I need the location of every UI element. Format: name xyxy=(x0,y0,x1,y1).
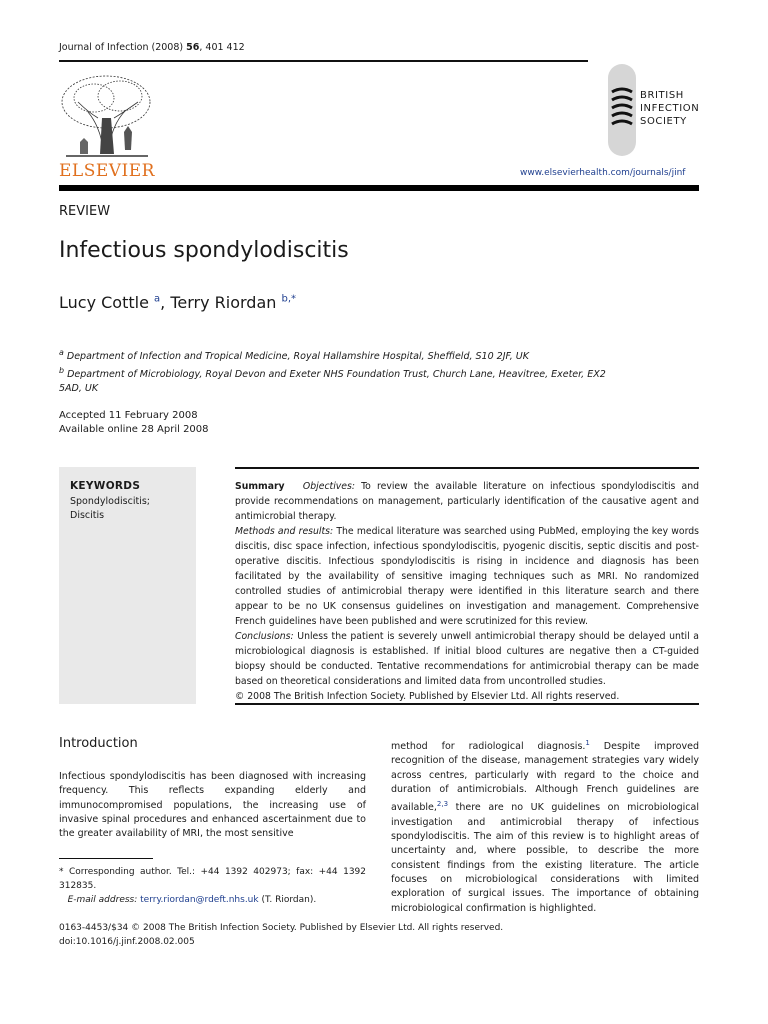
author-1: Lucy Cottle xyxy=(59,293,149,312)
section-heading-introduction: Introduction xyxy=(59,736,138,751)
keyword-item: Discitis xyxy=(70,510,105,521)
col2-text: there are no UK guidelines on microbiological investigation and antimicrobial therapy of infectious spondylodiscitis. The aim of this review is to highlight areas of uncertainty and, where possible, to describe the more consistent findings from the existing literature. The article focuses on microbiological considerations with limited exploration of surgical issues. The importance of obtaining microbiological confirmation is highlighted. xyxy=(391,802,699,914)
article-title: Infectious spondylodiscitis xyxy=(59,238,349,263)
abstract-bottom-rule xyxy=(235,703,699,705)
keywords-list xyxy=(70,495,150,523)
keyword-item: Spondylodiscitis; xyxy=(70,496,150,507)
abstract-top-rule xyxy=(235,467,699,469)
british-infection-society-logo-graphic xyxy=(602,64,642,156)
header-rule xyxy=(59,60,588,62)
methods-text: The medical literature was searched using PubMed, employing the key words discitis, disc space infection, infectious spondylodiscitis, pyogenic discitis, septic discitis and post-operative discitis. Infectious spondylodiscitis is rising in incidence and diagnosis has been facilitated by the availability of sensitive imaging techniques such as MRI. No randomized controlled studies of antimicrobial therapy were identified in this literature search and there appear to be no UK consensus guidelines on investigation and management. Comprehensive French guidelines have been published and were scrutinized for this review. xyxy=(235,526,699,627)
abstract xyxy=(235,479,699,704)
footnote xyxy=(59,865,366,907)
accepted-date: Accepted 11 February 2008 xyxy=(59,410,198,421)
footnote-rule xyxy=(59,858,153,859)
journal-url-link[interactable]: www.elsevierhealth.com/journals/jinf xyxy=(520,168,686,178)
col2-text: method for radiological diagnosis. xyxy=(391,741,586,753)
affiliation-a-text: Department of Infection and Tropical Medicine, Royal Hallamshire Hospital, Sheffield, S10 2JF, UK xyxy=(66,351,529,363)
citation-1-link[interactable]: 1 xyxy=(585,739,590,747)
keywords-title: KEYWORDS xyxy=(70,480,141,492)
body-column-2 xyxy=(391,736,699,916)
abstract-copyright: © 2008 The British Infection Society. Published by Elsevier Ltd. All rights reserved. xyxy=(235,691,620,702)
society-name-line3: SOCIETY xyxy=(640,116,687,127)
society-name-line1: BRITISH xyxy=(640,90,684,101)
journal-volume: 56 xyxy=(186,42,200,53)
society-name xyxy=(640,89,699,128)
email-line xyxy=(59,893,366,907)
objectives-text: To review the available literature on infectious spondylodiscitis and provide recommendations on management, particularly identification of the causative agent and antimicrobial therapy. xyxy=(235,481,699,522)
society-name-line2: INFECTION xyxy=(640,103,700,114)
email-link[interactable]: terry.riordan@rdeft.nhs.uk xyxy=(140,895,259,905)
elsevier-wordmark: ELSEVIER xyxy=(59,161,155,181)
affiliation-b-text: Department of Microbiology, Royal Devon and Exeter NHS Foundation Trust, Church Lane, Heavitree, Exeter, EX2 5AD, UK xyxy=(59,369,606,395)
author-2: Terry Riordan xyxy=(170,293,277,312)
email-label: E-mail address: xyxy=(67,895,138,905)
journal-reference xyxy=(59,42,245,53)
conclusions-label: Conclusions: xyxy=(235,631,294,642)
conclusions-text: Unless the patient is severely unwell antimicrobial therapy should be delayed until a microbiological diagnosis is established. If initial blood cultures are negative then a CT-guided biopsy should be conducted. Tentative recommendations for antimicrobial therapy can be made based on theoretical considerations and limited data from uncontrolled studies. xyxy=(235,631,699,687)
online-date: Available online 28 April 2008 xyxy=(59,424,209,435)
citation-2-3-link[interactable]: 2,3 xyxy=(436,800,449,809)
corresponding-author-note: * Corresponding author. Tel.: +44 1392 402973; fax: +44 1392 312835. xyxy=(59,867,366,891)
affiliation-a xyxy=(59,346,619,364)
article-dates xyxy=(59,409,209,437)
journal-pages: , 401 412 xyxy=(199,42,245,53)
affiliation-b xyxy=(59,364,619,396)
body-column-1: Infectious spondylodiscitis has been diagnosed with increasing frequency. This reflects expanding elderly and immunocompromised populations, the increasing use of invasive spinal procedures and enhanced ascertainment due to the greater availability of MRI, the most sensitive xyxy=(59,771,366,840)
article-type-label: REVIEW xyxy=(59,204,111,219)
methods-label: Methods and results: xyxy=(235,526,334,537)
affiliation-a-mark: a xyxy=(59,348,64,357)
summary-label: Summary xyxy=(235,481,285,492)
affiliation-b-mark: b xyxy=(59,366,65,376)
elsevier-tree-logo xyxy=(58,72,154,160)
objectives-label: Objectives: xyxy=(302,481,355,492)
author-list xyxy=(59,293,296,312)
affiliations xyxy=(59,346,619,396)
journal-ref-prefix: Journal of Infection (2008) xyxy=(59,42,187,53)
doi-line[interactable]: doi:10.1016/j.jinf.2008.02.005 xyxy=(59,937,195,947)
col2-text: Despite improved recognition of the disease, management strategies vary widely across centres, particularly with regard to the choice and duration of antimicrobials. Although French guidelines are available, xyxy=(391,741,699,814)
author-separator: , xyxy=(160,293,171,312)
author-1-affiliation-mark[interactable]: a xyxy=(154,293,161,305)
issn-line: 0163-4453/$34 © 2008 The British Infection Society. Published by Elsevier Ltd. All rights reserved. xyxy=(59,923,504,933)
email-name: (T. Riordan). xyxy=(258,895,317,905)
header-thick-rule xyxy=(59,185,699,191)
author-2-affiliation-mark[interactable]: b,* xyxy=(281,293,297,305)
footer-copyright xyxy=(59,921,503,949)
